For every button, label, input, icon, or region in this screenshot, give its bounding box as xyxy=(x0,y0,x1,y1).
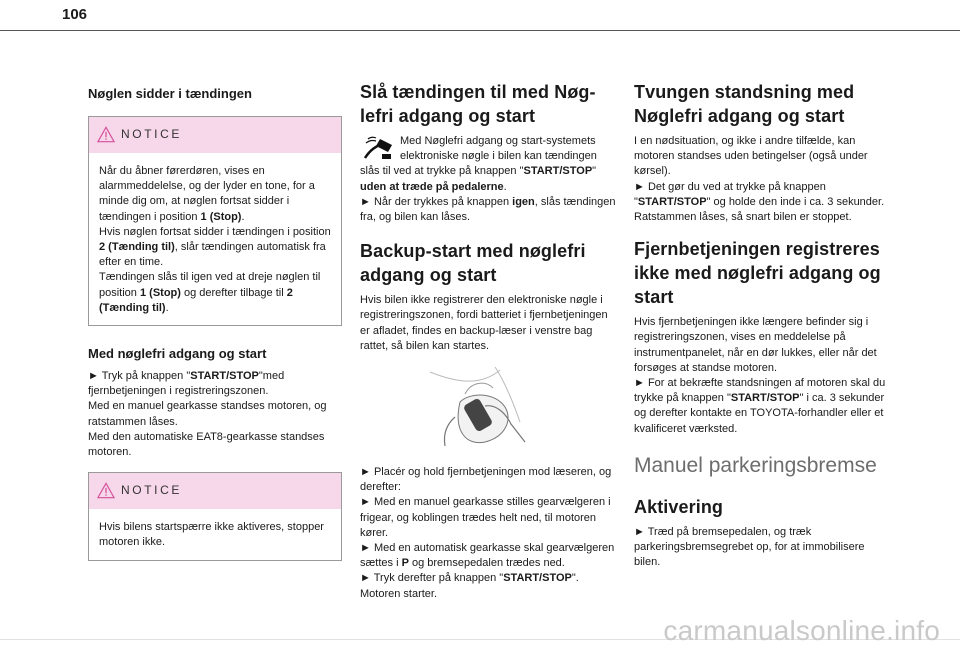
column-2 xyxy=(360,80,616,602)
paragraph: Hvis fjernbetjeningen ikke længere befinder sig i registreringszonen, vises en meddelelse på instrumentpanelet, når en dør lukkes, eller når det forsøges at standse motoren. xyxy=(634,316,877,374)
paragraph: Hvis bilen ikke registrerer den elektroniske nøgle i registreringszonen, fordi batteriet i fjernbetjeningen er afladet, findes en backup-læser i venstre bag rattet, så bilen kan startes. xyxy=(360,294,608,352)
notice-title: NOTICE xyxy=(121,127,182,141)
warning-icon xyxy=(97,482,115,499)
paragraph: ► For at bekræfte standsningen af motoren skal du trykke på knappen "START/STOP" i ca. 3 sekunder og derefter kontakte en TOYOTA-forhandler eller et kvalificeret værksted. xyxy=(634,377,886,435)
keyless-key-icon xyxy=(362,136,394,162)
paragraph: ► Når der trykkes på knappen igen, slås tændingen fra, og bilen kan låses. xyxy=(360,195,616,224)
heading-key-in-ignition: Nøglen sidder i tændingen xyxy=(88,86,252,101)
notice-header xyxy=(89,117,341,153)
column-1 xyxy=(88,80,342,561)
page-number: 106 xyxy=(62,6,88,23)
column-3 xyxy=(634,80,892,570)
paragraph: Ratstammen låses, så snart bilen er stoppet. xyxy=(634,211,852,224)
footer xyxy=(0,595,960,649)
paragraph: ► Med en automatisk gearkasse skal gearvælgeren sættes i P og bremsepedalen trædes ned. xyxy=(360,542,615,570)
notice-header xyxy=(89,473,341,509)
paragraph: ► Tryk derefter på knappen "START/STOP". xyxy=(360,572,579,585)
paragraph: Med den automatiske EAT8-gearkasse standses motoren. xyxy=(88,430,325,459)
heading-activation: Aktivering xyxy=(634,496,724,517)
notice-paragraph: Hvis bilens startspærre ikke aktiveres, stopper motoren ikke. xyxy=(99,521,324,549)
notice-body xyxy=(89,509,341,559)
notice-paragraph: Hvis nøglen fortsat sidder i tændingen i position 2 (Tænding til), slår tændingen automatisk fra efter en time. xyxy=(99,225,331,269)
paragraph: I en nødsituation, og ikke i andre tilfælde, kan motoren standses uden betingelser (også under kørsel). xyxy=(634,135,868,178)
watermark: carmanualsonline.info xyxy=(663,615,940,646)
paragraph: ► Træd på bremsepedalen, og træk parkeringsbremsegrebet op, for at immobilisere bilen. xyxy=(634,525,865,569)
paragraph: Med en manuel gearkasse standses motoren, og ratstammen låses. xyxy=(88,400,327,428)
notice-box-1 xyxy=(88,116,342,326)
paragraph: ► Placér og hold fjernbetjeningen mod læseren, og derefter: xyxy=(360,466,612,494)
keyless-paragraph: Med Nøglefri adgang og start-systemets elektroniske nøgle i bilen kan tændingen slås til ved at trykke på knappen "START/STOP" uden at træde på pedalerne. ► Når der trykkes på knappen igen, slås tændingen fra, og bilen kan låses. xyxy=(360,134,616,225)
notice-box-2 xyxy=(88,472,342,560)
notice-body xyxy=(89,153,341,325)
warning-icon xyxy=(97,126,115,143)
paragraph: Motoren starter. xyxy=(360,587,438,600)
paragraph: ► Tryk på knappen "START/STOP"med fjernbetjeningen i registreringszonen. xyxy=(88,370,285,398)
paragraph: ► Det gør du ved at trykke på knappen "START/STOP" og holde den inde i ca. 3 sekunder. xyxy=(634,180,885,208)
notice-paragraph: Når du åbner førerdøren, vises en alarmmeddelelse, og der lyder en tone, for a minde dig om, at nøglen fortsat sidder i tændingen i position 1 (Stop). xyxy=(99,165,315,223)
notice-title: NOTICE xyxy=(121,483,182,498)
paragraph: ► Med en manuel gearkasse stilles gearvælgeren i frigear, og koblingen trædes helt ned, til motoren kører. xyxy=(360,496,611,539)
top-rule xyxy=(0,30,960,31)
heading-remote-not-detected: Fjernbetjeningen registreres ikke med nøglefri adgang og start xyxy=(634,239,881,308)
backup-reader-illustration xyxy=(425,362,545,450)
heading-backup-start: Backup-start med nøglefri adgang og start xyxy=(360,241,586,286)
notice-paragraph: Tændingen slås til igen ved at dreje nøglen til position 1 (Stop) og derefter tilbage til 2 (Tænding til). xyxy=(99,271,321,314)
heading-forced-stop: Tvungen standsning med Nøglefri adgang og start xyxy=(634,82,855,126)
heading-keyless-start: Med nøglefri adgang og start xyxy=(88,346,267,362)
section-title-parking-brake: Manuel parkeringsbremse xyxy=(634,453,877,477)
heading-ignition-on-keyless: Slå tændingen til med Nøg-lefri adgang og start xyxy=(360,82,596,126)
